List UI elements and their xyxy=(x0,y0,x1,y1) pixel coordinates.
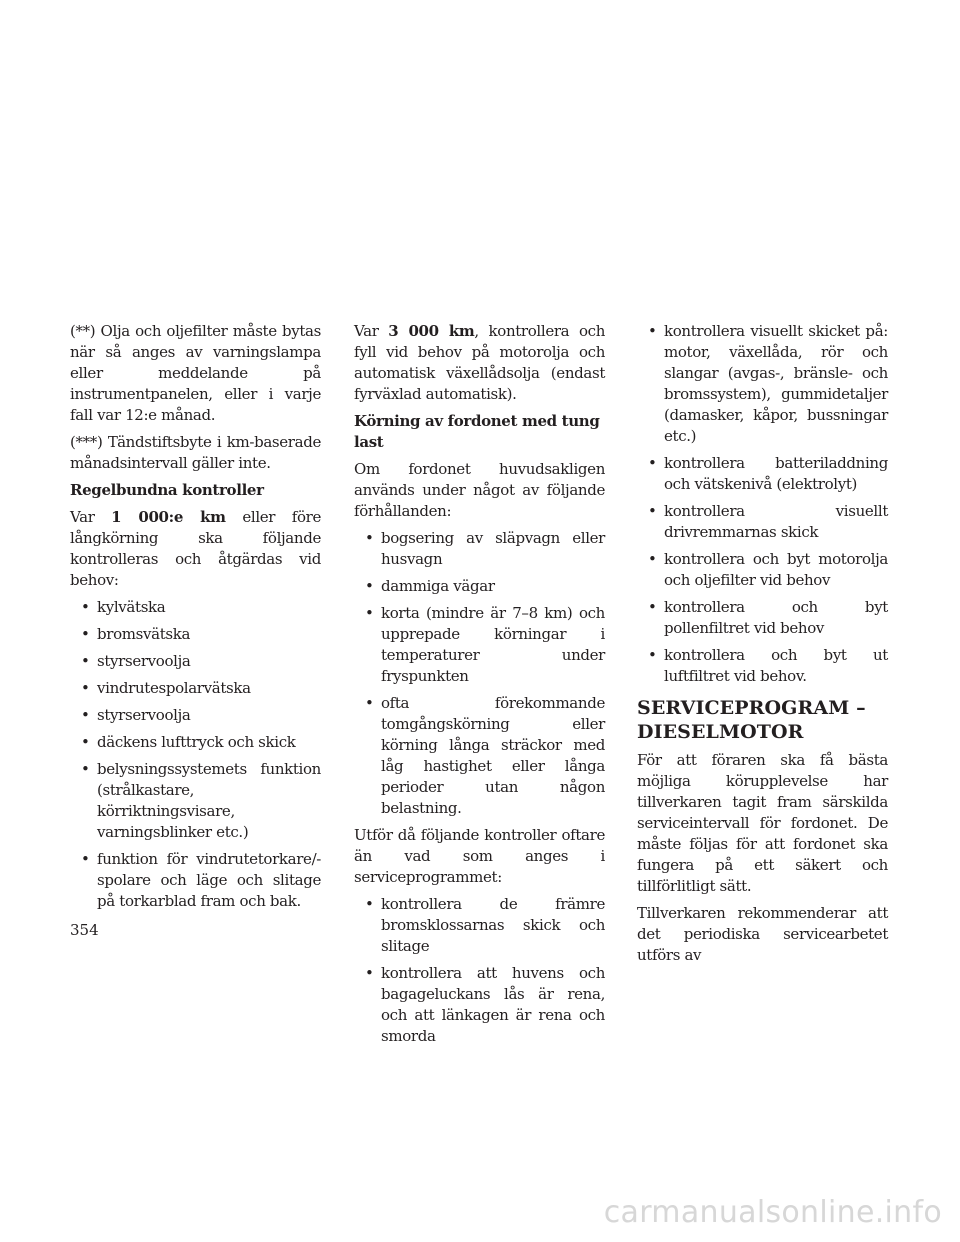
list-item: • belysningssystemets funktion (strålkastare, körriktningsvisare, varningsblinker etc.) xyxy=(70,759,321,843)
diesel-service-heading: SERVICEPROGRAM – DIESELMOTOR xyxy=(637,697,866,743)
list-item: • kontrollera och byt motorolja och oljefilter vid behov xyxy=(637,549,888,591)
list-item: • bogsering av släpvagn eller husvagn xyxy=(354,528,605,570)
list-item: • ofta förekommande tomgångskörning eller körning långa sträckor med låg hastighet eller långa perioder utan någon belastning. xyxy=(354,693,605,819)
oil-change-note: (**) Olja och oljefilter måste bytas när så anges av varningslampa eller meddelande på instrumentpanelen, eller i varje fall var 12:e månad. xyxy=(70,322,321,424)
interval-3000km: 3 000 km xyxy=(388,322,475,340)
regular-checks-list xyxy=(70,597,321,912)
list-item: • däckens lufttryck och skick xyxy=(70,732,321,753)
list-item: • kylvätska xyxy=(70,597,321,618)
list-item: • dammiga vägar xyxy=(354,576,605,597)
column-left xyxy=(70,321,321,918)
column-middle xyxy=(354,321,605,1053)
diesel-service-paragraph-2: Tillverkaren rekommenderar att det periodiska servicearbetet utförs av xyxy=(637,904,888,964)
list-item: • kontrollera batteriladdning och vätskenivå (elektrolyt) xyxy=(637,453,888,495)
list-item: • kontrollera de främre bromsklossarnas skick och slitage xyxy=(354,894,605,957)
heavy-load-heading: Körning av fordonet med tung last xyxy=(354,412,600,451)
list-item: • vindrutespolarvätska xyxy=(70,678,321,699)
list-item: • korta (mindre är 7–8 km) och upprepade körningar i temperaturer under fryspunkten xyxy=(354,603,605,687)
regular-checks-intro: Var 1 000:e km eller före långkörning ska följande kontrolleras och åtgärdas vid behov: xyxy=(70,508,321,589)
spark-plug-note: (***) Tändstiftsbyte i km-baserade månadsintervall gäller inte. xyxy=(70,433,321,472)
list-item: • styrservoolja xyxy=(70,705,321,726)
list-item: • bromsvätska xyxy=(70,624,321,645)
heavy-load-intro: Om fordonet huvudsakligen används under något av följande förhållanden: xyxy=(354,460,605,520)
list-item: • kontrollera och byt ut luftfiltret vid behov. xyxy=(637,645,888,687)
heavy-load-conditions-list xyxy=(354,528,605,819)
list-item: • kontrollera och byt pollenfiltret vid behov xyxy=(637,597,888,639)
column-right xyxy=(637,321,888,972)
list-item: • kontrollera visuellt drivremmarnas skick xyxy=(637,501,888,543)
list-item: • kontrollera att huvens och bagageluckans lås är rena, och att länkagen är rena och smorda xyxy=(354,963,605,1047)
frequent-checks-list-continued xyxy=(637,321,888,687)
page-number: 354 xyxy=(70,921,99,939)
heavy-load-outro: Utför då följande kontroller oftare än vad som anges i serviceprogrammet: xyxy=(354,826,605,886)
list-item: • styrservoolja xyxy=(70,651,321,672)
list-item: • kontrollera visuellt skicket på: motor, växellåda, rör och slangar (avgas-, bränsle- och bromssystem), gummidetaljer (damasker, kåpor, bussningar etc.) xyxy=(637,321,888,447)
list-item: • funktion för vindrutetorkare/-spolare och läge och slitage på torkarblad fram och bak. xyxy=(70,849,321,912)
interval-1000km: 1 000:e km xyxy=(111,508,226,526)
interval-3000-paragraph: Var 3 000 km, kontrollera och fyll vid behov på motorolja och automatisk växellådsolja (endast fyrväxlad automatisk). xyxy=(354,322,606,403)
watermark: carmanualsonline.info xyxy=(603,1195,942,1230)
diesel-service-paragraph-1: För att föraren ska få bästa möjliga körupplevelse har tillverkaren tagit fram särskilda serviceintervall för fordonet. De måste följas för att fordonet ska fungera på ett säkert och tillförlitligt sätt. xyxy=(637,751,888,895)
regular-checks-heading: Regelbundna kontroller xyxy=(70,481,264,499)
frequent-checks-list xyxy=(354,894,605,1047)
